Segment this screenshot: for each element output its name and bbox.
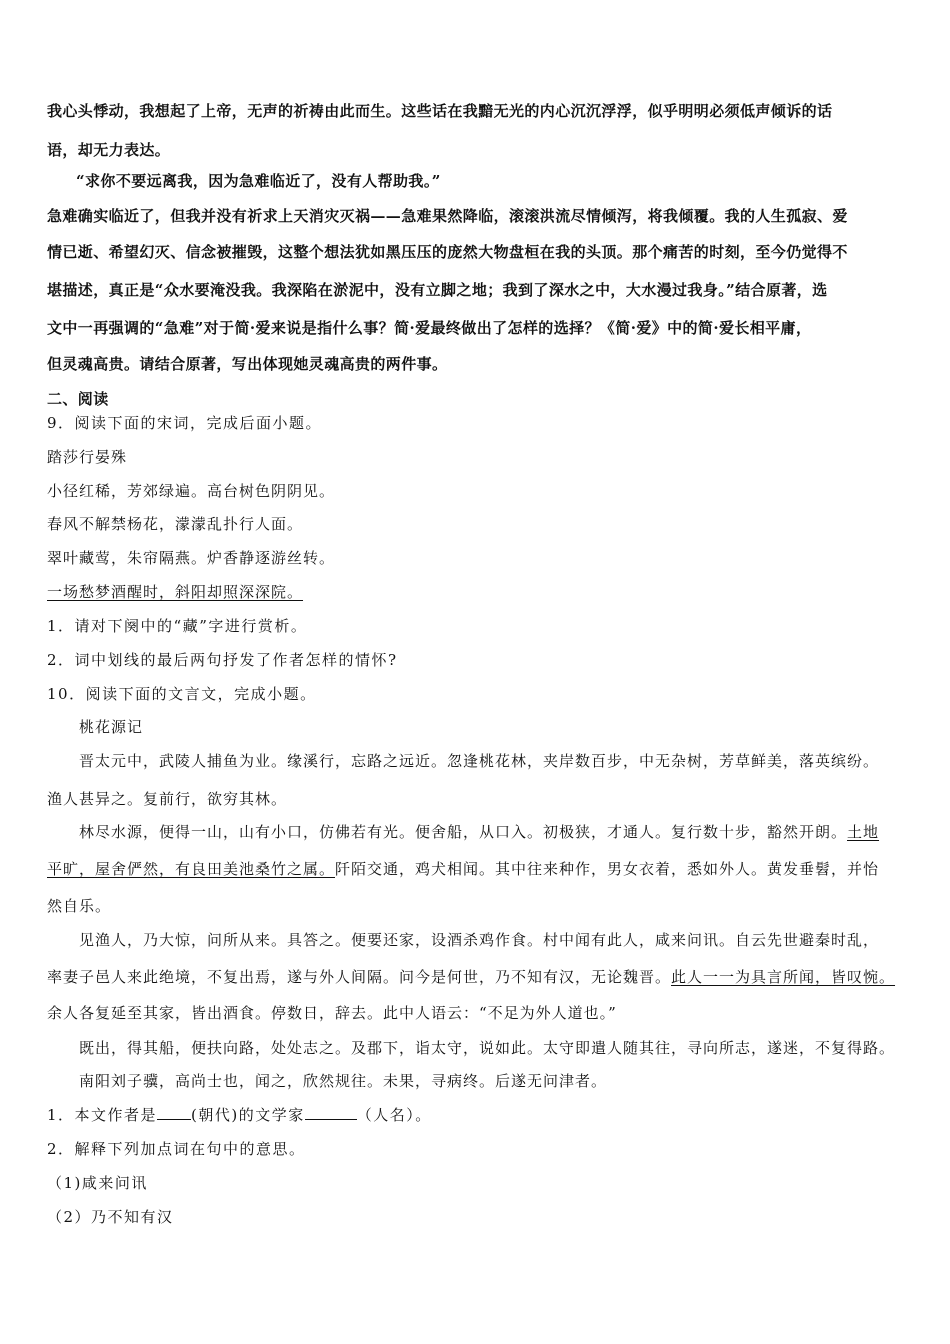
- question-10-sub-2-item: （1)咸来问讯: [47, 1174, 148, 1192]
- passage-p2-line: [47, 859, 879, 879]
- passage-line: 文中一再强调的“急难”对于简·爱来说是指什么事？简·爱最终做出了怎样的选择？《简·爱》中的简·爱长相平庸，: [47, 319, 812, 337]
- passage-line: 但灵魂高贵。请结合原著，写出体现她灵魂高贵的两件事。: [47, 355, 448, 373]
- passage-p3-line: [47, 967, 895, 987]
- question-10-prompt: 10．阅读下面的文言文，完成小题。: [47, 685, 317, 703]
- question-text: 1．本文作者是: [47, 1106, 158, 1124]
- passage-p2-line: [79, 822, 879, 842]
- passage-line: 语，却无力表达。: [47, 141, 171, 159]
- poem-line: 翠叶藏莺，朱帘隔燕。炉香静逐游丝转。: [47, 549, 336, 567]
- poem-title: 踏莎行晏殊: [47, 448, 128, 466]
- underlined-text: 平旷，屋舍俨然，有良田美池桑竹之属。: [47, 860, 336, 878]
- underlined-text: 土地: [847, 823, 880, 841]
- passage-line: 我心头悸动，我想起了上帝，无声的祈祷由此而生。这些话在我黯无光的内心沉沉浮浮，似乎明明必须低声倾诉的话: [47, 102, 833, 120]
- underlined-text: 此人一一为具言所闻，皆叹惋。: [671, 968, 896, 986]
- question-9-prompt: 9．阅读下面的宋词，完成后面小题。: [47, 414, 323, 432]
- passage-p5-line: 南阳刘子骥，高尚士也，闻之，欣然规往。未果，寻病终。后遂无问津者。: [79, 1072, 608, 1090]
- question-10-sub-2-item: （2）乃不知有汉: [47, 1208, 174, 1226]
- answer-blank-dynasty[interactable]: [157, 1105, 191, 1120]
- poem-underlined-line: 一场愁梦酒醒时，斜阳却照深深院。: [47, 583, 304, 601]
- passage-text: 率妻子邑人来此绝境，不复出焉，遂与外人间隔。问今是何世，乃不知有汉，无论魏晋。: [47, 968, 672, 986]
- passage-title: 桃花源记: [79, 718, 144, 736]
- passage-p4-line: 既出，得其船，便扶向路，处处志之。及郡下，诣太守，说如此。太守即遣人随其往，寻向所志，遂迷，不复得路。: [79, 1039, 896, 1057]
- passage-text: 林尽水源，便得一山，山有小口，仿佛若有光。便舍船，从口入。初极狭，才通人。复行数十步，豁然开朗。: [79, 823, 848, 841]
- passage-line: 情已逝、希望幻灭、信念被摧毁，这整个想法犹如黑压压的庞然大物盘桓在我的头顶。那个痛苦的时刻，至今仍觉得不: [47, 243, 848, 261]
- question-text: (朝代)的文学家: [191, 1106, 305, 1124]
- passage-p3-line: 余人各复延至其家，皆出酒食。停数日，辞去。此中人语云：“不足为外人道也。”: [47, 1004, 617, 1022]
- passage-p1-line: 渔人甚异之。复前行，欲穷其林。: [47, 790, 288, 808]
- passage-p1-line: 晋太元中，武陵人捕鱼为业。缘溪行，忘路之远近。忽逢桃花林，夹岸数百步，中无杂树，芳草鲜美，落英缤纷。: [79, 752, 880, 770]
- question-10-sub-2: 2．解释下列加点词在句中的意思。: [47, 1140, 306, 1158]
- question-9-sub-1: 1．请对下阕中的“藏”字进行赏析。: [47, 617, 308, 635]
- question-text: （人名）。: [356, 1106, 432, 1124]
- passage-line: 急难确实临近了，但我并没有祈求上天消灾灭祸——急难果然降临，滚滚洪流尽情倾泻，将我倾覆。我的人生孤寂、爱: [47, 207, 848, 225]
- section-heading: 二、阅读: [47, 390, 109, 408]
- question-10-sub-1: [47, 1105, 432, 1125]
- answer-blank-author[interactable]: [305, 1105, 357, 1120]
- passage-quote: “求你不要远离我，因为急难临近了，没有人帮助我。”: [76, 172, 441, 190]
- poem-line: 小径红稀，芳郊绿遍。高台树色阴阴见。: [47, 482, 336, 500]
- passage-p2-line: 然自乐。: [47, 897, 112, 915]
- passage-text: 阡陌交通，鸡犬相闻。其中往来种作，男女衣着，悉如外人。黄发垂髫，并怡: [335, 860, 880, 878]
- passage-p3-line: 见渔人，乃大惊，问所从来。具答之。便要还家，设酒杀鸡作食。村中闻有此人，咸来问讯。自云先世避秦时乱，: [79, 931, 880, 949]
- question-9-sub-2: 2．词中划线的最后两句抒发了作者怎样的情怀?: [47, 651, 398, 669]
- poem-line: 春风不解禁杨花，濛濛乱扑行人面。: [47, 515, 304, 533]
- passage-line: 堪描述，真正是“众水要淹没我。我深陷在淤泥中，没有立脚之地；我到了深水之中，大水漫过我身。”结合原著，选: [47, 281, 828, 299]
